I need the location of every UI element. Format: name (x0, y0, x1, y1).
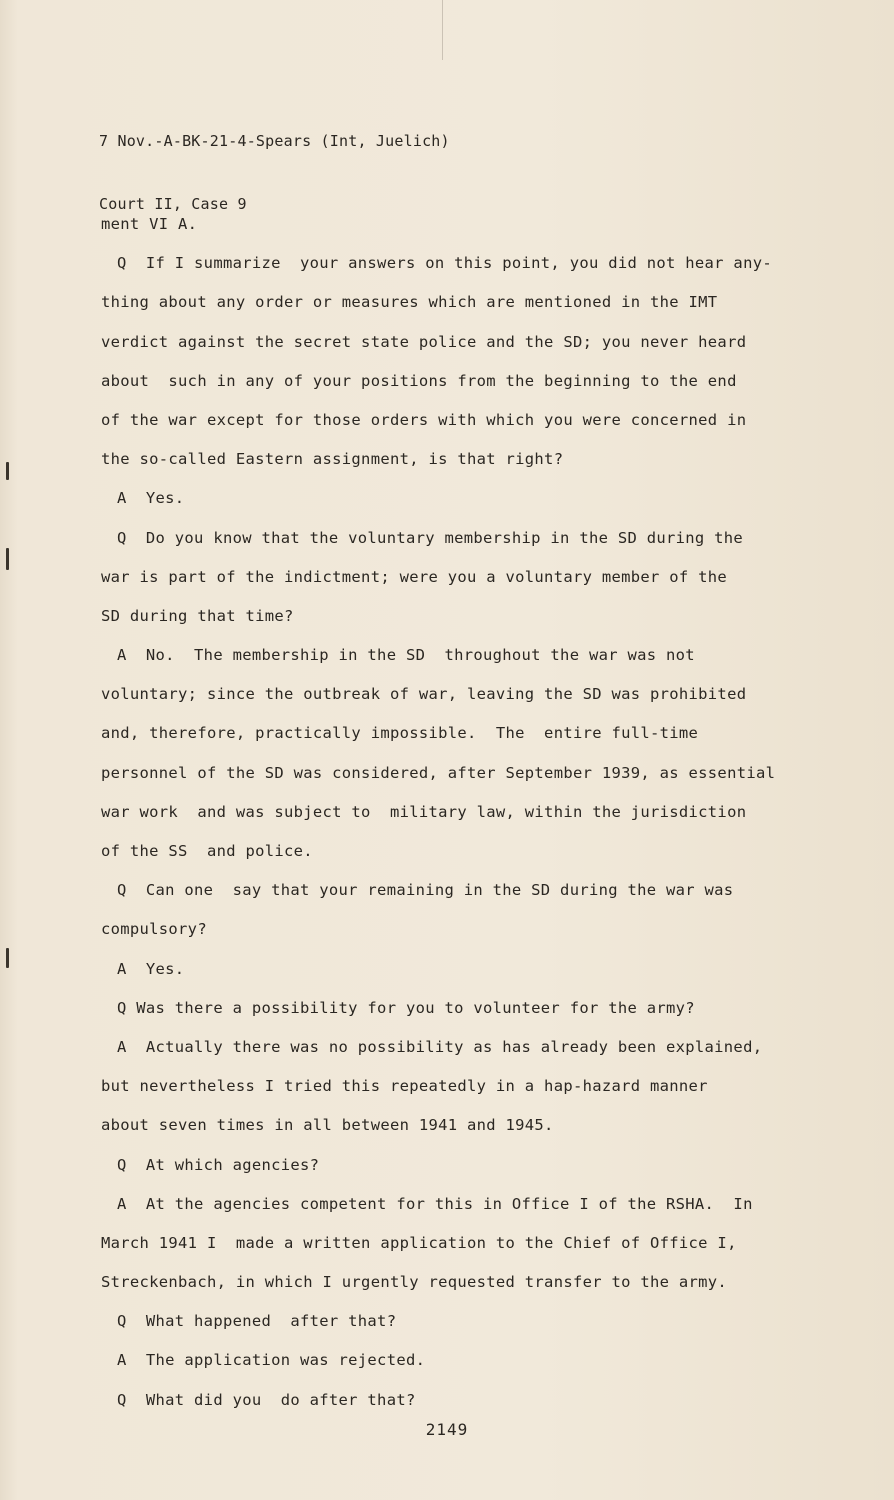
transcript-line: Q Can one say that your remaining in the SD during the war was (117, 881, 734, 900)
page-number: 2149 (425, 1420, 469, 1439)
transcript-line: A Yes. (117, 489, 185, 508)
binding-mark (6, 548, 9, 570)
transcript-line: war work and was subject to military law, within the jurisdiction (101, 802, 747, 821)
transcript-line: A Yes. (117, 959, 185, 978)
transcript-body (101, 205, 791, 1420)
transcript-line: SD during that time? (101, 606, 294, 625)
transcript-line: war is part of the indictment; were you a voluntary member of the (101, 567, 728, 586)
transcript-line: about seven times in all between 1941 and 1945. (101, 1116, 554, 1135)
binding-mark (6, 948, 9, 968)
transcript-line: of the war except for those orders with which you were concerned in (101, 410, 747, 429)
transcript-line: Q What did you do after that? (117, 1390, 416, 1409)
header-court-line: Court II, Case 9 (99, 195, 247, 213)
transcript-line: verdict against the secret state police and the SD; you never heard (101, 332, 747, 351)
transcript-line: personnel of the SD was considered, after September 1939, as essential (101, 763, 776, 782)
transcript-line: Q If I summarize your answers on this point, you did not hear any- (117, 254, 772, 273)
transcript-line: of the SS and police. (101, 842, 313, 860)
transcript-line: and, therefore, practically impossible. The entire full-time (101, 724, 699, 743)
transcript-line: ment VI A. (101, 215, 198, 233)
transcript-line: A Actually there was no possibility as has already been explained, (117, 1037, 763, 1056)
transcript-line: about such in any of your positions from the beginning to the end (101, 371, 737, 390)
transcript-line: thing about any order or measures which are mentioned in the IMT (101, 293, 718, 312)
transcript-line: compulsory? (101, 920, 207, 939)
transcript-line: Q At which agencies? (117, 1155, 320, 1174)
transcript-line: Q Do you know that the voluntary membership in the SD during the (117, 528, 744, 547)
binding-mark (6, 462, 9, 480)
transcript-line: voluntary; since the outbreak of war, leaving the SD was prohibited (101, 685, 747, 704)
transcript-line: A At the agencies competent for this in Office I of the RSHA. In (117, 1194, 753, 1213)
paper-fold-line (442, 0, 443, 60)
header-session-line: 7 Nov.-A-BK-21-4-Spears (Int, Juelich) (99, 132, 450, 150)
transcript-line: Q What happened after that? (117, 1312, 397, 1331)
transcript-line: but nevertheless I tried this repeatedly in a hap-hazard manner (101, 1077, 708, 1096)
transcript-line: March 1941 I made a written application to the Chief of Office I, (101, 1233, 737, 1252)
transcript-line: A No. The membership in the SD throughout the war was not (117, 646, 695, 665)
transcript-line: the so-called Eastern assignment, is that right? (101, 450, 564, 469)
transcript-line: Q Was there a possibility for you to volunteer for the army? (117, 998, 695, 1017)
transcript-line: Streckenbach, in which I urgently requested transfer to the army. (101, 1273, 728, 1292)
transcript-line: A The application was rejected. (117, 1351, 426, 1370)
